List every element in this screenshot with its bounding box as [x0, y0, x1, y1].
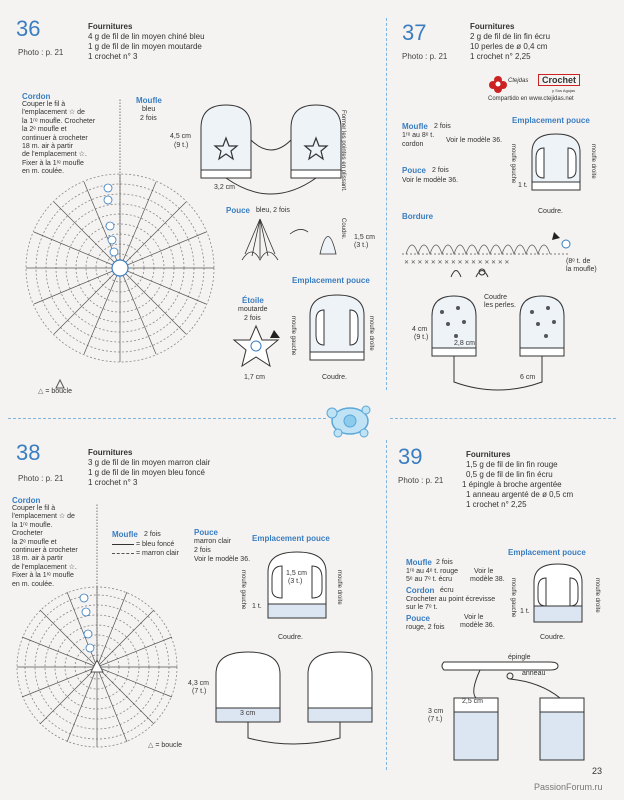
dim-etoile-36: 1,7 cm — [244, 374, 266, 381]
cordon-line-39-2: Crocheter au point écrevisse — [406, 596, 496, 603]
pouce-line-37-2: Voir le modèle 36. — [402, 177, 459, 184]
vertical-divider-top — [386, 18, 387, 390]
cordon-text-38: Couper le fil à l'emplacement ☆ de la 1ʳᵉ moufle. Crocheter la 2ᵉ moufle et continuer à crocheter 18 m. air à partir de l'emplacement ☆. Fixer à la 1ʳᵉ moufle en m. coulée. — [12, 505, 78, 588]
dim-width-36: 3,2 cm — [214, 184, 236, 191]
empl-title-37: Emplacement pouce — [512, 116, 590, 125]
watermark: PassionForum.ru — [534, 782, 603, 792]
etoile-sub-36-2: 2 fois — [244, 315, 261, 322]
photo-ref-38: Photo : p. 21 — [18, 474, 64, 483]
pattern-number-37: 37 — [402, 20, 427, 45]
fournitures-line-36-1: 4 g de fil de lin moyen chiné bleu — [88, 32, 205, 41]
empl-1t-39: 1 t. — [520, 608, 530, 615]
dim-height2-37: (9 t.) — [414, 334, 429, 341]
fournitures-heading-39: Fournitures — [466, 450, 511, 459]
fournitures-line-39-5: 1 crochet n° 2,25 — [466, 500, 527, 509]
fournitures-heading-37: Fournitures — [470, 22, 515, 31]
pouce-title-36: Pouce — [226, 206, 251, 215]
pouce-note-39-1: Voir le — [464, 614, 484, 621]
cordon-line-39-1: écru — [440, 587, 454, 594]
pouce-sub-36: bleu, 2 fois — [256, 207, 290, 214]
dim-width-39: 2,5 cm — [462, 698, 484, 705]
empl-coudre-39: Coudre. — [540, 634, 565, 641]
empl-1t-37: 1 t. — [518, 182, 528, 189]
etoile-title-36: Étoile — [242, 296, 264, 305]
empl-diagram-39 — [528, 560, 588, 630]
moufle-line-39-2: 1ʳᵉ au 4ᵉ t. rouge — [406, 568, 459, 575]
dim-height2-38: (7 t.) — [192, 688, 207, 695]
mittens-diagram-37 — [428, 292, 588, 402]
boucle-legend-38: △ = boucle — [148, 742, 182, 749]
moufle-line-39-3: 5ᵉ au 7ᵉ t. écru — [406, 576, 453, 583]
pattern-number-36: 36 — [16, 16, 41, 41]
moufle-sub-36-1: bleu — [142, 106, 156, 113]
etoile-diagram-36 — [226, 322, 286, 372]
dim-width-37: 2,8 cm — [454, 340, 476, 347]
crochet-circle-chart-38 — [12, 582, 182, 752]
logo-sub: y Sus Agujas — [552, 88, 576, 93]
empl-diagram-37 — [526, 130, 586, 200]
fournitures-line-38-1: 3 g de fil de lin moyen marron clair — [88, 458, 211, 467]
bordure-note-37-2: la moufle) — [566, 266, 597, 273]
fournitures-line-39-2: 0,5 g de fil de lin fin écru — [466, 470, 553, 479]
logo-small: Ctejdas — [508, 78, 529, 84]
svg-text:✕ ✕ ✕ ✕ ✕ ✕ ✕ ✕ ✕ ✕ ✕ ✕ ✕ ✕ ✕: ✕ ✕ ✕ ✕ ✕ ✕ ✕ ✕ ✕ ✕ ✕ ✕ ✕ ✕ ✕ ✕ — [404, 260, 510, 266]
dim-width-38: 3 cm — [240, 710, 256, 717]
dim-pouce-38: 1,5 cm — [286, 570, 308, 577]
pouce-line-38-2: 2 fois — [194, 547, 211, 554]
fournitures-line-38-3: 1 crochet n° 3 — [88, 478, 138, 487]
etoile-sub-36-1: moutarde — [238, 306, 268, 313]
bordure-note-37-1: (8ᵉ t. de — [566, 258, 591, 265]
moufle-sub-36-2: 2 fois — [140, 115, 157, 122]
empl-diagram-38 — [262, 548, 332, 628]
empl-gauche-39: moufle gauche — [510, 578, 516, 618]
empl-title-39: Emplacement pouce — [508, 548, 586, 557]
cordon-text-36: Couper le fil à l'emplacement ☆ de la 1ʳᵉ moufle. Crocheter la 2ᵉ moufle et continuer à crocheter 18 m. air à partir de l'emplacement ☆. Fixer à la 1ʳᵉ moufle en m. coulée. — [22, 101, 96, 176]
empl-title-36: Emplacement pouce — [292, 276, 370, 285]
photo-ref-36: Photo : p. 21 — [18, 48, 64, 57]
cordon-title-39: Cordon — [406, 586, 435, 595]
dim-pouce-36: 1,5 cm — [354, 234, 376, 241]
fournitures-line-39-1: 1,5 g de fil de lin fin rouge — [466, 460, 558, 469]
empl-gauche-37: moufle gauche — [510, 144, 516, 184]
bordure-title-37: Bordure — [402, 212, 434, 221]
epingle-label-39: épingle — [508, 654, 531, 661]
dim-pouce2-36: (3 t.) — [354, 242, 369, 249]
fournitures-line-36-3: 1 crochet n° 3 — [88, 52, 138, 61]
pouce-title-39: Pouce — [406, 614, 431, 623]
cordon-line-39-3: sur le 7ᵉ t. — [406, 604, 438, 611]
fournitures-line-39-4: 1 anneau argenté de ø 0,5 cm — [466, 490, 574, 499]
dim-height-38: 4,3 cm — [188, 680, 210, 687]
moufle-title-37: Moufle — [402, 122, 428, 131]
mittens-diagram-39 — [440, 652, 610, 772]
empl-coudre-36: Coudre. — [322, 374, 347, 381]
empl-title-38: Emplacement pouce — [252, 534, 330, 543]
dim-height-36: 4,5 cm — [170, 133, 192, 140]
empl-gauche-38: moufle gauche — [240, 570, 246, 610]
pouce-line-38-1: marron clair — [194, 538, 231, 545]
fournitures-line-37-2: 10 perles de ø 0,4 cm — [470, 42, 548, 51]
empl-droite-39: moufle droite — [594, 578, 600, 613]
flower-logo-icon — [488, 74, 508, 94]
photo-ref-39: Photo : p. 21 — [398, 476, 444, 485]
dim-pouce2-38: (3 t.) — [288, 578, 303, 585]
boucle-legend-36: △ = boucle — [38, 388, 72, 395]
page-number: 23 — [592, 766, 603, 776]
empl-droite-37: moufle droite — [590, 144, 596, 179]
moufle-note-37: Voir le modèle 36. — [446, 137, 503, 144]
photo-ref-37: Photo : p. 21 — [402, 52, 448, 61]
pouce-line-39-1: rouge, 2 fois — [406, 624, 445, 631]
fournitures-heading-38: Fournitures — [88, 448, 133, 457]
dim-height2-39: (7 t.) — [428, 716, 443, 723]
legend-blue-38: = bleu foncé — [112, 541, 174, 549]
vertical-divider-bottom — [386, 440, 387, 770]
moufle-line-39-1: 2 fois — [436, 559, 453, 566]
pouce-title-37: Pouce — [402, 166, 427, 175]
compartido-text: Compartido en www.ctejidas.net — [488, 96, 574, 102]
moufle-line-37-2: 1ʳᵉ au 8ᵉ t. — [402, 132, 435, 139]
cordon-title-36: Cordon — [22, 92, 51, 101]
crochet-circle-chart-36 — [20, 168, 220, 368]
empl-gauche-36: moufle gauche — [290, 316, 296, 356]
coudre-perles-37-1: Coudre — [484, 294, 507, 301]
pouce-coudre-36: Coudre. — [340, 218, 346, 240]
fournitures-line-37-3: 1 crochet n° 2,25 — [470, 52, 531, 61]
pouce-line-37-1: 2 fois — [432, 167, 449, 174]
pouce-line-38-3: Voir le modèle 36. — [194, 556, 251, 563]
empl-coudre-38: Coudre. — [278, 634, 303, 641]
fournitures-line-37-1: 2 g de fil de lin fin écru — [470, 32, 551, 41]
mittens-diagram-38 — [212, 648, 382, 748]
cordon-title-38: Cordon — [12, 496, 41, 505]
horizontal-divider-right — [390, 418, 616, 419]
fournitures-line-36-2: 1 g de fil de lin moyen moutarde — [88, 42, 202, 51]
dim-height-39: 3 cm — [428, 708, 444, 715]
pattern-number-38: 38 — [16, 440, 41, 465]
horizontal-divider-left — [8, 418, 326, 419]
pattern-number-39: 39 — [398, 444, 423, 469]
moufle-note-39-2: modèle 38. — [470, 576, 505, 583]
empl-coudre-37: Coudre. — [538, 208, 563, 215]
moufle-title-39: Moufle — [406, 558, 432, 567]
moufle-line-37-1: 2 fois — [434, 123, 451, 130]
dim-height2-36: (9 t.) — [174, 142, 189, 149]
dim-height-37: 4 cm — [412, 326, 428, 333]
coudre-perles-37-2: les perles. — [484, 302, 516, 309]
legend-brown-38: = marron clair — [112, 550, 179, 558]
moufle-line-37-3: cordon — [402, 141, 424, 148]
fournitures-heading-36: Fournitures — [88, 22, 133, 31]
moufle-title-36: Moufle — [136, 96, 162, 105]
empl-droite-36: moufle droite — [368, 316, 374, 351]
dim-cordon-37: 6 cm — [520, 374, 536, 381]
fournitures-line-38-2: 1 g de fil de lin moyen bleu foncé — [88, 468, 205, 477]
former-note-36: Former les pointes en plissant. — [340, 110, 346, 192]
pouce-note-39-2: modèle 36. — [460, 622, 495, 629]
pouce-title-38: Pouce — [194, 528, 219, 537]
turtle-ornament-icon — [320, 395, 380, 445]
empl-droite-38: moufle droite — [336, 570, 342, 605]
bordure-detail-37 — [446, 262, 496, 282]
empl-1t-38: 1 t. — [252, 603, 262, 610]
anneau-label-39: anneau — [522, 670, 546, 677]
logo-brand: Crochet — [538, 74, 580, 86]
moufle-note-39-1: Voir le — [474, 568, 494, 575]
moufle-sub-38: 2 fois — [144, 531, 161, 538]
moufle-title-38: Moufle — [112, 530, 138, 539]
fournitures-line-39-3: 1 épingle à broche argentée — [462, 480, 562, 489]
empl-diagram-36 — [302, 290, 372, 370]
